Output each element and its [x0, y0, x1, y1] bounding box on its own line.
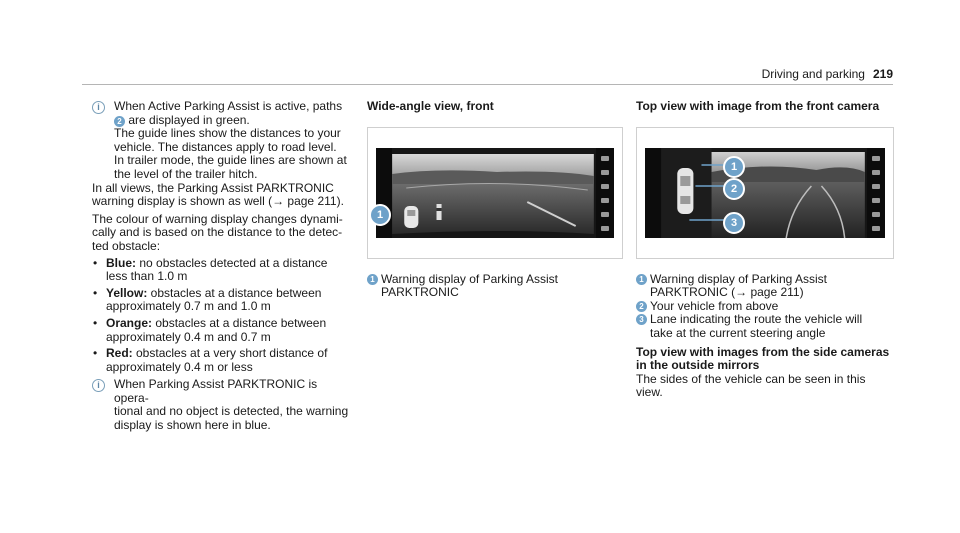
legend-line: Warning display of Parking Assist	[381, 271, 558, 286]
list-term: Red:	[106, 346, 133, 361]
para-line: ted obstacle:	[92, 238, 161, 253]
info-icon: i	[92, 101, 105, 114]
legend-line: Warning display of Parking Assist	[650, 271, 827, 286]
camera-screen	[376, 148, 614, 238]
legend-item-3	[636, 313, 894, 340]
list-item-orange	[92, 317, 354, 344]
para-line: warning display is shown as well (→ page 211).	[92, 194, 344, 209]
info-icon: i	[92, 379, 105, 392]
note-line: When Active Parking Assist is active, paths	[114, 99, 343, 113]
wide-angle-camera-image	[367, 127, 623, 259]
header-rule	[82, 84, 893, 85]
legend-line: PARKTRONIC	[381, 285, 459, 300]
list-line	[106, 347, 354, 361]
para-line: cally and is based on the distance to the detec-	[92, 225, 343, 240]
section-title: Driving and parking	[761, 67, 865, 81]
screen-side-menu	[867, 148, 885, 238]
callout-2: 2	[723, 178, 745, 200]
camera-screen	[645, 148, 885, 238]
legend-item-1	[636, 273, 894, 300]
list-item-red	[92, 347, 354, 374]
color-list	[92, 257, 354, 375]
callout-1: 1	[723, 156, 745, 178]
list-line	[106, 287, 354, 301]
note-parktronic-blue	[92, 378, 354, 432]
note-line-text: are displayed in green.	[128, 112, 250, 127]
note-line: The guide lines show the distances to your	[114, 126, 341, 141]
list-item-blue	[92, 257, 354, 284]
legend-item-1	[367, 273, 623, 300]
legend-line: Lane indicating the route the vehicle will	[650, 312, 863, 327]
note-line: display is shown here in blue.	[114, 418, 271, 433]
callout-badge-1: 1	[636, 274, 647, 285]
page-number: 219	[872, 67, 893, 81]
list-line	[106, 257, 354, 271]
bullet: •	[93, 346, 98, 361]
note-line: the level of the trailer hitch.	[114, 166, 258, 181]
camera-scene-image	[376, 148, 614, 238]
list-line: approximately 0.7 m and 1.0 m	[106, 299, 271, 314]
subheading: in the outside mirrors	[636, 358, 760, 373]
list-text: no obstacles detected at a distance	[136, 255, 328, 270]
list-line	[106, 317, 354, 331]
left-column	[92, 100, 354, 433]
note-line: When Parking Assist PARKTRONIC is opera-	[114, 377, 318, 405]
callout-badge-3: 3	[636, 314, 647, 325]
legend-line: PARKTRONIC (→ page 211)	[650, 285, 804, 300]
callout-1: 1	[369, 204, 391, 226]
top-view-camera-image	[636, 127, 894, 259]
bullet: •	[93, 315, 98, 330]
note-line: In trailer mode, the guide lines are shown at	[114, 153, 347, 168]
note-line	[114, 114, 354, 128]
legend-item-2	[636, 300, 894, 314]
bullet: •	[93, 285, 98, 300]
section-heading: Wide-angle view, front	[367, 99, 494, 113]
list-line: less than 1.0 m	[106, 269, 188, 284]
screen-left-bar	[645, 148, 661, 238]
list-text: obstacles at a very short distance of	[132, 346, 328, 361]
para-line: In all views, the Parking Assist PARKTRONIC	[92, 180, 334, 195]
list-text: obstacles at a distance between	[147, 285, 322, 300]
subheading: Top view with images from the side cameras	[636, 344, 890, 359]
screen-side-menu	[596, 148, 614, 238]
list-item-yellow	[92, 287, 354, 314]
bullet: •	[93, 255, 98, 270]
legend-line: Your vehicle from above	[650, 298, 779, 313]
callout-badge-2: 2	[636, 301, 647, 312]
list-line: approximately 0.4 m and 0.7 m	[106, 329, 271, 344]
list-term: Yellow:	[106, 285, 148, 300]
para-line: The colour of warning display changes dynami-	[92, 211, 343, 226]
camera-scene-image	[645, 148, 885, 238]
list-text: obstacles at a distance between	[152, 315, 327, 330]
callout-badge-1: 1	[367, 274, 378, 285]
section-heading: Top view with image from the front camera	[636, 99, 880, 113]
closing-text: The sides of the vehicle can be seen in this view.	[636, 371, 866, 400]
note-guide-lines	[92, 100, 354, 182]
running-head	[762, 68, 893, 82]
callout-3: 3	[723, 212, 745, 234]
list-term: Orange:	[106, 315, 153, 330]
legend-line: take at the current steering angle	[650, 325, 826, 340]
right-column	[636, 100, 894, 400]
callout-badge-2: 2	[114, 116, 125, 127]
list-term: Blue:	[106, 255, 136, 270]
note-line: tional and no object is detected, the warning	[114, 404, 349, 419]
list-line: approximately 0.4 m or less	[106, 359, 253, 374]
middle-column	[367, 100, 623, 300]
note-line: vehicle. The distances apply to road level.	[114, 139, 337, 154]
